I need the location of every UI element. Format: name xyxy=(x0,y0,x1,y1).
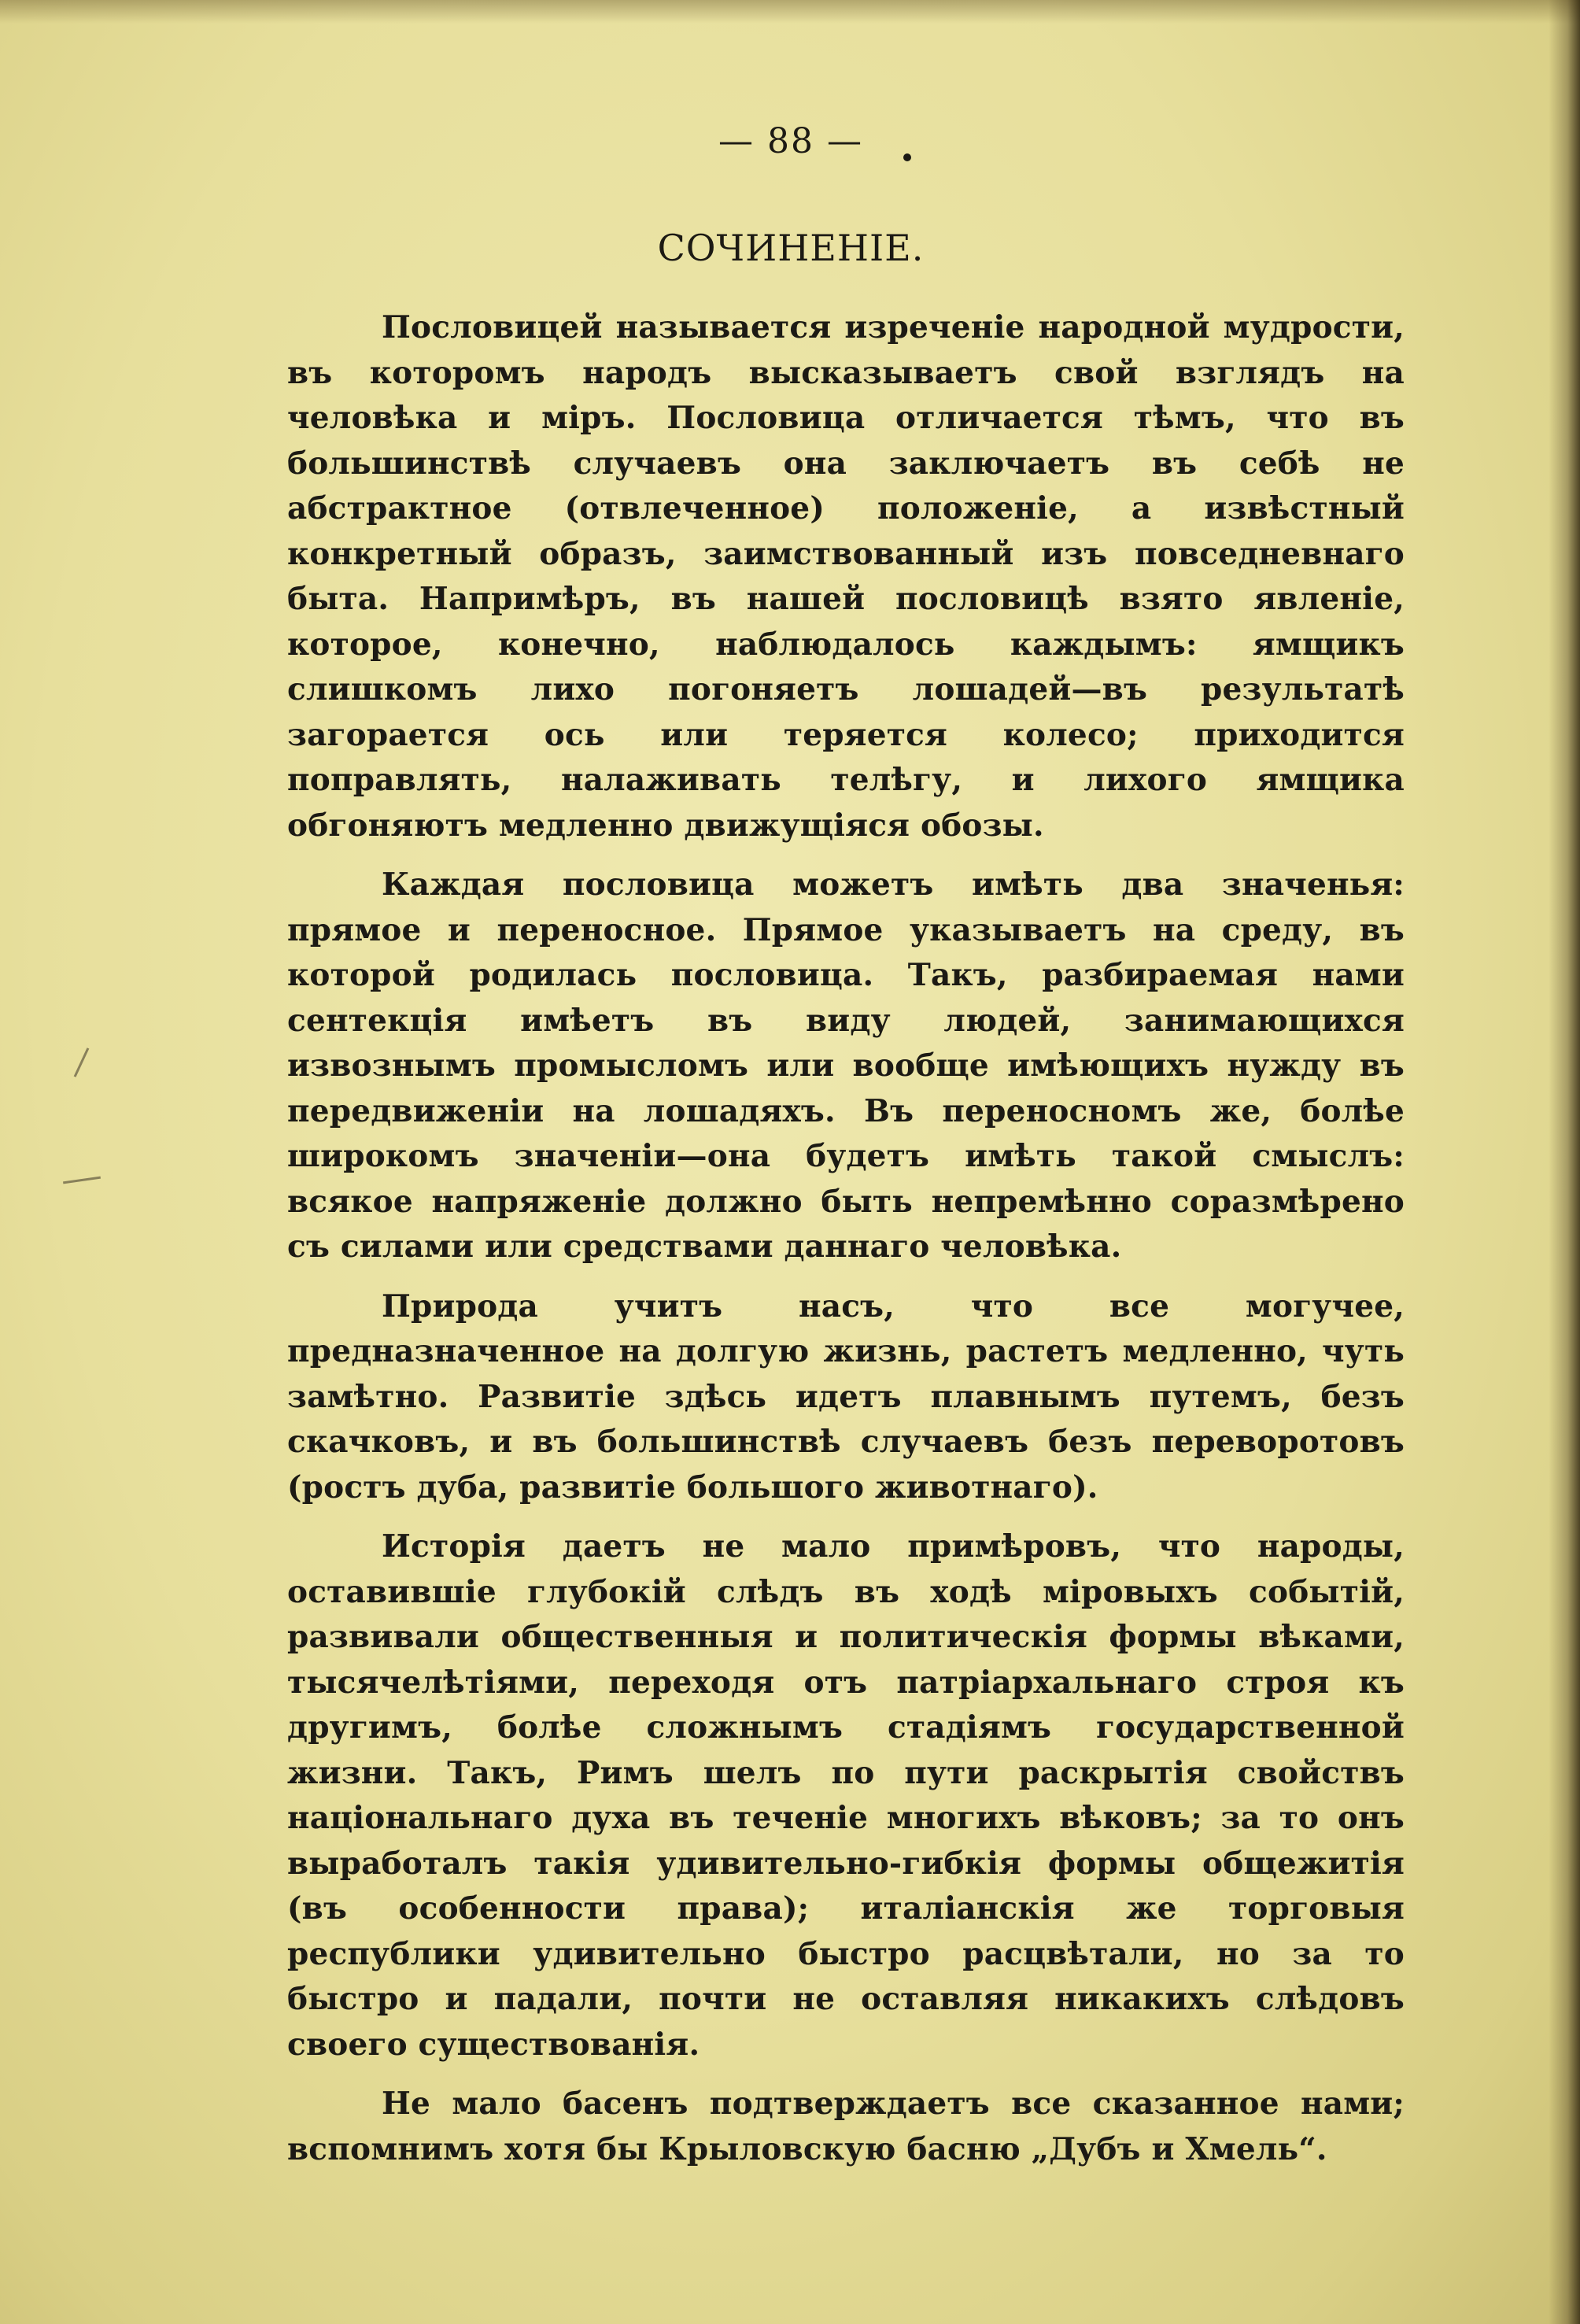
stray-mark-left xyxy=(63,1177,101,1184)
ink-dot xyxy=(903,153,911,161)
page-shadow-top xyxy=(0,0,1580,24)
page-number: — 88 — xyxy=(718,121,863,161)
paragraph-1: Пословицей называется изреченіе народной мудрости, въ которомъ народъ высказываетъ свой взглядъ на человѣка и міръ. Пословица отличается тѣмъ, что въ большинствѣ случаевъ она заключаетъ въ себѣ не абстрактное (отвлеченное) положеніе, а извѣстный конкретный образъ, заимствованный изъ повседневнаго быта. Напримѣръ, въ нашей пословицѣ взято явленіе, которое, конечно, наблюдалось каждымъ: ямщикъ слишкомъ лихо погоняетъ лошадей—въ результатѣ загорается ось или теряется колесо; приходится поправлять, налаживать телѣгу, и лихого ямщика обгоняютъ медленно движущіяся обозы. xyxy=(287,309,1405,844)
page-title: СОЧИНЕНІЕ. xyxy=(657,227,925,269)
stray-mark-left-2 xyxy=(74,1047,90,1077)
paragraph-5: Не мало басенъ подтверждаетъ все сказанное нами; вспомнимъ хотя бы Крыловскую басню „Дубъ и Хмель“. xyxy=(287,2086,1405,2167)
page-shadow-right xyxy=(1549,0,1580,2324)
body-text xyxy=(287,305,1405,2172)
page-content xyxy=(287,110,1405,2186)
paragraph-4: Исторія даетъ не мало примѣровъ, что народы, оставившіе глубокій слѣдъ въ ходѣ міровыхъ событій, развивали общественныя и политическія формы вѣками, тысячелѣтіями, переходя отъ патріархальнаго строя къ другимъ, болѣе сложнымъ стадіямъ государственной жизни. Такъ, Римъ шелъ по пути раскрытія свойствъ національнаго духа въ теченіе многихъ вѣковъ; за то онъ выработалъ такія удивительно-гибкія формы общежитія (въ особенности права); италіанскія же торговыя республики удивительно быстро расцвѣтали, но за то быстро и падали, почти не оставляя никакихъ слѣдовъ своего существованія. xyxy=(287,1528,1405,2063)
paragraph-3: Природа учитъ насъ, что все могучее, предназначенное на долгую жизнь, растетъ медленно, чуть замѣтно. Развитіе здѣсь идетъ плавнымъ путемъ, безъ скачковъ, и въ большинствѣ случаевъ безъ переворотовъ (ростъ дуба, развитіе большого животнаго). xyxy=(287,1288,1405,1506)
paragraph-2: Каждая пословица можетъ имѣть два значенья: прямое и переносное. Прямое указываетъ на среду, въ которой родилась пословица. Такъ, разбираемая нами сентекція имѣетъ въ виду людей, занимающихся извознымъ промысломъ или вообще имѣющихъ нужду въ передвиженіи на лошадяхъ. Въ переносномъ же, болѣе широкомъ значеніи—она будетъ имѣть такой смыслъ: всякое напряженіе должно быть непремѣнно соразмѣрено съ силами или средствами даннаго человѣка. xyxy=(287,866,1405,1265)
